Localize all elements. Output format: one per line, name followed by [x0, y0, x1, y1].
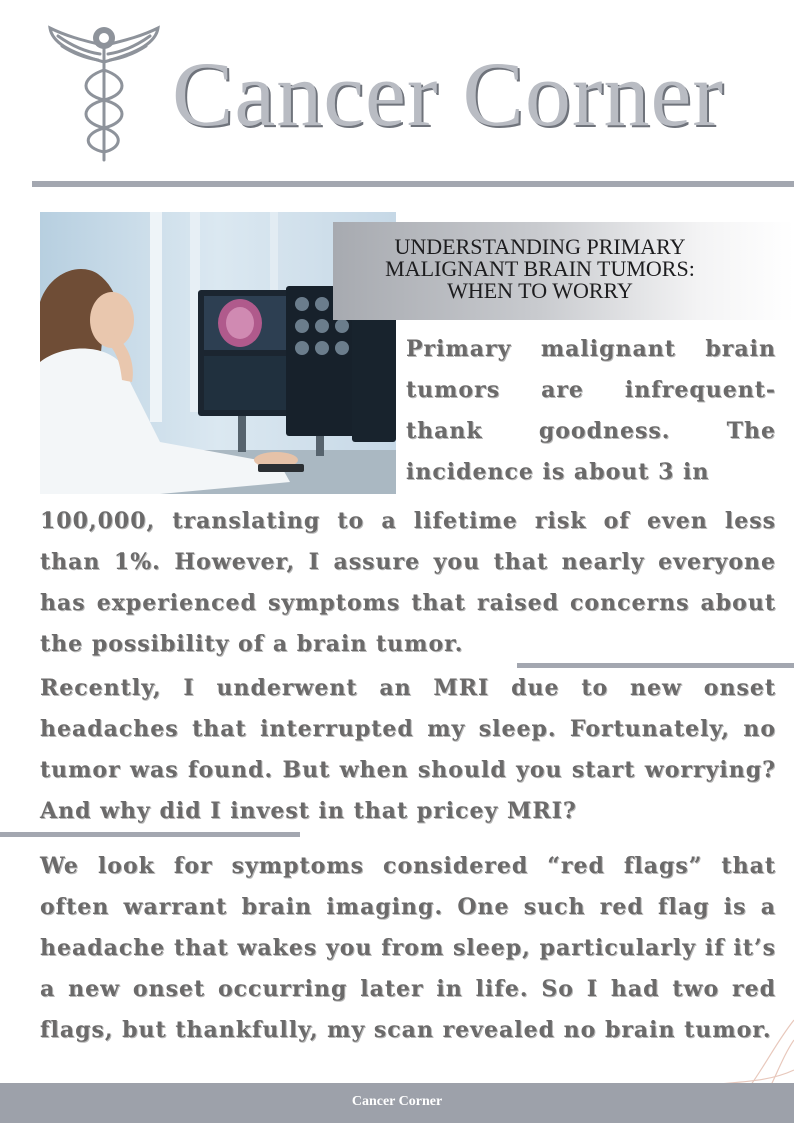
title-line: MALIGNANT BRAIN TUMORS: — [385, 256, 695, 281]
footer-label: Cancer Corner — [351, 1094, 443, 1109]
paragraph-2: Recently, I underwent an MRI due to new onset headaches that interrupted my sleep. Fortunately, no tumor was found. But when should you start worrying? And why did I invest in that pricey MRI? — [40, 675, 776, 824]
article-title — [340, 236, 740, 302]
brand-title: Cancer Corner — [172, 43, 724, 145]
paragraph-3: We look for symptoms considered “red flags” that often warrant brain imaging. One such red flag is a headache that wakes you from sleep, particularly if it’s a new onset occurring later in life. So I had two red flags, but thankfully, my scan revealed no brain tumor. — [40, 853, 776, 1043]
title-line: UNDERSTANDING PRIMARY — [394, 234, 686, 259]
header-divider — [32, 181, 794, 187]
title-line: WHEN TO WORRY — [447, 278, 633, 303]
intro-paragraph: Primary malignant brain tumors are infrequent-thank goodness. The incidence is about 3 in — [406, 336, 776, 485]
paragraph-1: 100,000, translating to a lifetime risk of even less than 1%. However, I assure you that nearly everyone has experienced symptoms that raised concerns about the possibility of a brain tumor. — [40, 508, 776, 657]
caduceus-icon — [48, 22, 160, 164]
section-divider-left — [0, 832, 300, 837]
